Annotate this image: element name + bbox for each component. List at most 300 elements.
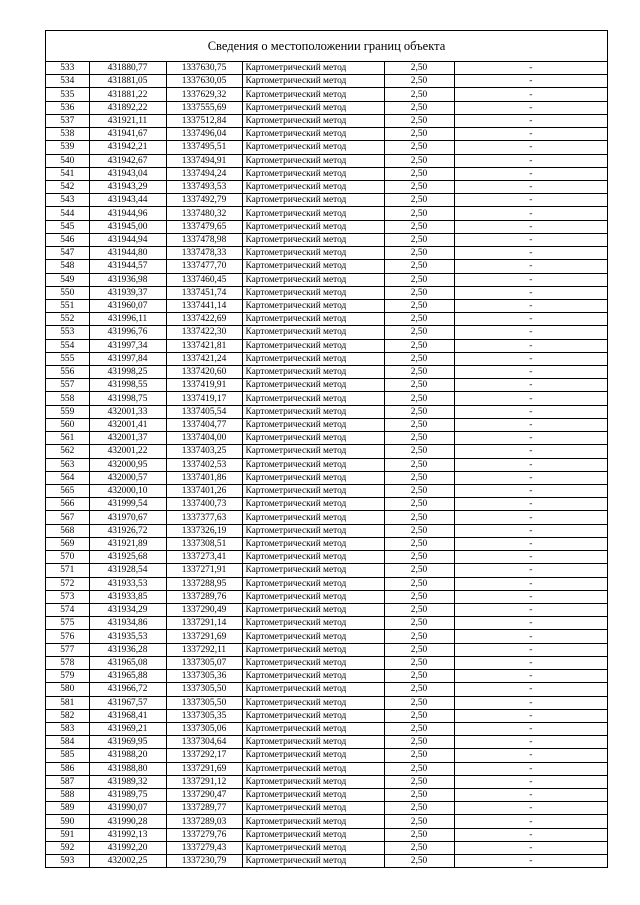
point-number-cell: 584: [46, 736, 89, 749]
table-row: [46, 101, 607, 114]
y-coordinate-cell: 1337422,30: [166, 326, 242, 339]
point-number-cell: 591: [46, 828, 89, 841]
description-cell: -: [454, 828, 607, 841]
x-coordinate-cell: 431942,21: [89, 141, 166, 154]
y-coordinate-cell: 1337629,32: [166, 88, 242, 101]
table-row: [46, 167, 607, 180]
description-cell: -: [454, 722, 607, 735]
y-coordinate-cell: 1337451,74: [166, 286, 242, 299]
point-number-cell: 583: [46, 722, 89, 735]
point-number-cell: 557: [46, 379, 89, 392]
y-coordinate-cell: 1337289,76: [166, 590, 242, 603]
accuracy-cell: 2,50: [384, 802, 454, 815]
description-cell: -: [454, 683, 607, 696]
y-coordinate-cell: 1337480,32: [166, 207, 242, 220]
point-number-cell: 564: [46, 471, 89, 484]
table-row: [46, 379, 607, 392]
x-coordinate-cell: 432000,95: [89, 458, 166, 471]
description-cell: -: [454, 709, 607, 722]
description-cell: -: [454, 590, 607, 603]
y-coordinate-cell: 1337460,45: [166, 273, 242, 286]
table-row: [46, 260, 607, 273]
y-coordinate-cell: 1337630,05: [166, 75, 242, 88]
accuracy-cell: 2,50: [384, 537, 454, 550]
table-row: [46, 128, 607, 141]
point-number-cell: 552: [46, 313, 89, 326]
accuracy-cell: 2,50: [384, 432, 454, 445]
accuracy-cell: 2,50: [384, 445, 454, 458]
table-row: [46, 75, 607, 88]
x-coordinate-cell: 431988,20: [89, 749, 166, 762]
accuracy-cell: 2,50: [384, 815, 454, 828]
point-number-cell: 549: [46, 273, 89, 286]
table-row: [46, 498, 607, 511]
table-row: [46, 286, 607, 299]
point-number-cell: 565: [46, 485, 89, 498]
point-number-cell: 580: [46, 683, 89, 696]
description-cell: -: [454, 577, 607, 590]
accuracy-cell: 2,50: [384, 167, 454, 180]
method-cell: Картометрический метод: [242, 273, 384, 286]
accuracy-cell: 2,50: [384, 180, 454, 193]
x-coordinate-cell: 431965,88: [89, 670, 166, 683]
point-number-cell: 540: [46, 154, 89, 167]
table-row: [46, 736, 607, 749]
accuracy-cell: 2,50: [384, 524, 454, 537]
description-cell: -: [454, 485, 607, 498]
x-coordinate-cell: 431998,75: [89, 392, 166, 405]
point-number-cell: 562: [46, 445, 89, 458]
x-coordinate-cell: 431892,22: [89, 101, 166, 114]
table-row: [46, 180, 607, 193]
y-coordinate-cell: 1337494,24: [166, 167, 242, 180]
point-number-cell: 568: [46, 524, 89, 537]
accuracy-cell: 2,50: [384, 828, 454, 841]
y-coordinate-cell: 1337290,49: [166, 603, 242, 616]
x-coordinate-cell: 431997,84: [89, 352, 166, 365]
method-cell: Картометрический метод: [242, 828, 384, 841]
table-row: [46, 841, 607, 854]
table-row: [46, 88, 607, 101]
table-row: [46, 762, 607, 775]
table-row: [46, 405, 607, 418]
accuracy-cell: 2,50: [384, 207, 454, 220]
table-row: [46, 590, 607, 603]
method-cell: Картометрический метод: [242, 154, 384, 167]
y-coordinate-cell: 1337404,00: [166, 432, 242, 445]
point-number-cell: 590: [46, 815, 89, 828]
accuracy-cell: 2,50: [384, 128, 454, 141]
y-coordinate-cell: 1337405,54: [166, 405, 242, 418]
x-coordinate-cell: 431967,57: [89, 696, 166, 709]
x-coordinate-cell: 431936,28: [89, 643, 166, 656]
accuracy-cell: 2,50: [384, 683, 454, 696]
method-cell: Картометрический метод: [242, 432, 384, 445]
x-coordinate-cell: 431881,22: [89, 88, 166, 101]
y-coordinate-cell: 1337289,03: [166, 815, 242, 828]
description-cell: -: [454, 260, 607, 273]
description-cell: -: [454, 366, 607, 379]
description-cell: -: [454, 220, 607, 233]
description-cell: -: [454, 498, 607, 511]
accuracy-cell: 2,50: [384, 313, 454, 326]
accuracy-cell: 2,50: [384, 88, 454, 101]
description-cell: -: [454, 630, 607, 643]
table-row: [46, 352, 607, 365]
table-row: [46, 313, 607, 326]
description-cell: -: [529, 856, 533, 867]
accuracy-cell: 2,50: [384, 392, 454, 405]
y-coordinate-cell: 1337400,73: [166, 498, 242, 511]
accuracy-cell: 2,50: [384, 220, 454, 233]
accuracy-cell: 2,50: [384, 366, 454, 379]
point-number-cell: 561: [46, 432, 89, 445]
x-coordinate-cell: 431990,28: [89, 815, 166, 828]
coordinates-table-body: [46, 62, 607, 867]
table-row: [46, 603, 607, 616]
description-cell: -: [454, 247, 607, 260]
point-number-cell: 577: [46, 643, 89, 656]
accuracy-cell: 2,50: [384, 564, 454, 577]
accuracy-cell: 2,50: [384, 260, 454, 273]
y-coordinate-cell: 1337326,19: [166, 524, 242, 537]
y-coordinate-cell: 1337402,53: [166, 458, 242, 471]
description-cell: -: [454, 313, 607, 326]
x-coordinate-cell: 431944,80: [89, 247, 166, 260]
description-cell: -: [454, 670, 607, 683]
x-coordinate-cell: 431933,53: [89, 577, 166, 590]
accuracy-cell: 2,50: [384, 498, 454, 511]
description-cell: -: [454, 564, 607, 577]
table-title: Сведения о местоположении границ объекта: [46, 31, 607, 62]
table-row: [46, 789, 607, 802]
y-coordinate-cell: 1337403,25: [166, 445, 242, 458]
y-coordinate-cell: 1337401,26: [166, 485, 242, 498]
point-number-cell: 538: [46, 128, 89, 141]
method-cell: Картометрический метод: [242, 696, 384, 709]
method-cell: Картометрический метод: [242, 749, 384, 762]
y-coordinate-cell: 1337478,98: [166, 233, 242, 246]
table-row: [46, 207, 607, 220]
point-number-cell: 592: [46, 841, 89, 854]
table-row: [46, 485, 607, 498]
description-cell: -: [454, 418, 607, 431]
method-cell: Картометрический метод: [242, 524, 384, 537]
point-number-cell: 588: [46, 789, 89, 802]
table-row: [46, 445, 607, 458]
x-coordinate-cell: 431943,44: [89, 194, 166, 207]
table-row: [46, 749, 607, 762]
point-number-cell: 536: [46, 101, 89, 114]
x-coordinate-cell: 431944,96: [89, 207, 166, 220]
method-cell: Картометрический метод: [242, 128, 384, 141]
x-coordinate-cell: 431970,67: [89, 511, 166, 524]
accuracy-cell: 2,50: [384, 722, 454, 735]
x-coordinate-cell: 431996,76: [89, 326, 166, 339]
method-cell: Картометрический метод: [242, 603, 384, 616]
method-cell: Картометрический метод: [242, 802, 384, 815]
x-coordinate-cell: 431941,67: [89, 128, 166, 141]
y-coordinate-cell: 1337421,81: [166, 339, 242, 352]
table-row: [46, 233, 607, 246]
accuracy-cell: 2,50: [384, 75, 454, 88]
table-row: [46, 273, 607, 286]
x-coordinate-cell: 431999,54: [89, 498, 166, 511]
x-coordinate-cell: 431944,57: [89, 260, 166, 273]
y-coordinate-cell: 1337279,43: [166, 841, 242, 854]
point-number-cell: 563: [46, 458, 89, 471]
y-coordinate-cell: 1337495,51: [166, 141, 242, 154]
table-row: [46, 418, 607, 431]
accuracy-cell: 2,50: [384, 617, 454, 630]
point-number-cell: 586: [46, 762, 89, 775]
method-cell: Картометрический метод: [242, 326, 384, 339]
x-coordinate-cell: 431960,07: [89, 299, 166, 312]
accuracy-cell: 2,50: [384, 326, 454, 339]
y-coordinate-cell: 1337421,24: [166, 352, 242, 365]
method-cell: Картометрический метод: [242, 286, 384, 299]
y-coordinate-cell: 1337288,95: [166, 577, 242, 590]
accuracy-cell: 2,50: [384, 458, 454, 471]
accuracy-cell: 2,50: [384, 101, 454, 114]
description-cell: -: [454, 802, 607, 815]
point-number-cell: 554: [46, 339, 89, 352]
accuracy-cell: 2,50: [384, 194, 454, 207]
description-cell: -: [454, 841, 607, 854]
accuracy-cell: 2,50: [384, 299, 454, 312]
table-row: [46, 670, 607, 683]
x-coordinate-cell: 431942,67: [89, 154, 166, 167]
method-cell: Картометрический метод: [242, 709, 384, 722]
method-cell: Картометрический метод: [242, 537, 384, 550]
table-row: [46, 299, 607, 312]
y-coordinate-cell: 1337420,60: [166, 366, 242, 379]
description-cell: -: [454, 749, 607, 762]
point-number-cell: 548: [46, 260, 89, 273]
y-coordinate-cell: 1337494,91: [166, 154, 242, 167]
x-coordinate-cell: 431939,37: [89, 286, 166, 299]
point-number-cell: 534: [46, 75, 89, 88]
method-cell: Картометрический метод: [242, 656, 384, 669]
y-coordinate-cell: 1337479,65: [166, 220, 242, 233]
point-number-cell: 551: [46, 299, 89, 312]
accuracy-cell: 2,50: [384, 736, 454, 749]
method-cell: Картометрический метод: [242, 207, 384, 220]
method-cell: Картометрический метод: [242, 233, 384, 246]
table-row: [46, 392, 607, 405]
point-number-cell: 539: [46, 141, 89, 154]
accuracy-cell: 2,50: [384, 247, 454, 260]
x-coordinate-cell: 431921,11: [89, 114, 166, 127]
y-coordinate-cell: 1337289,77: [166, 802, 242, 815]
method-cell: Картометрический метод: [242, 471, 384, 484]
method-cell: Картометрический метод: [242, 167, 384, 180]
method-cell: Картометрический метод: [242, 247, 384, 260]
point-number-cell: 578: [46, 656, 89, 669]
x-coordinate-cell: 431944,94: [89, 233, 166, 246]
method-cell: Картометрический метод: [242, 220, 384, 233]
description-cell: -: [454, 537, 607, 550]
y-coordinate-cell: 1337308,51: [166, 537, 242, 550]
description-cell: -: [454, 339, 607, 352]
accuracy-cell: 2,50: [384, 577, 454, 590]
table-row: [46, 432, 607, 445]
description-cell: -: [454, 141, 607, 154]
x-coordinate-cell: 431989,32: [89, 775, 166, 788]
point-number-cell: 585: [46, 749, 89, 762]
y-coordinate-cell: 1337305,50: [166, 683, 242, 696]
x-coordinate-cell: 431934,29: [89, 603, 166, 616]
table-row: [46, 537, 607, 550]
y-coordinate-cell: 1337555,69: [166, 101, 242, 114]
method-cell: Картометрический метод: [242, 379, 384, 392]
y-coordinate-cell: 1337291,14: [166, 617, 242, 630]
description-cell: -: [454, 603, 607, 616]
point-number-cell: 560: [46, 418, 89, 431]
method-cell: Картометрический метод: [242, 405, 384, 418]
y-coordinate-cell: 1337419,91: [166, 379, 242, 392]
table-row: [46, 458, 607, 471]
description-cell: -: [454, 405, 607, 418]
description-cell: -: [454, 775, 607, 788]
y-coordinate-cell: 1337230,79: [166, 855, 242, 868]
method-cell: Картометрический метод: [242, 352, 384, 365]
point-number-cell: 567: [46, 511, 89, 524]
method-cell: Картометрический метод: [242, 141, 384, 154]
x-coordinate-cell: 431926,72: [89, 524, 166, 537]
y-coordinate-cell: 1337305,35: [166, 709, 242, 722]
accuracy-cell: 2,50: [384, 273, 454, 286]
description-cell: -: [454, 101, 607, 114]
accuracy-cell: 2,50: [384, 656, 454, 669]
description-cell: -: [454, 114, 607, 127]
method-cell: Картометрический метод: [242, 366, 384, 379]
method-cell: Картометрический метод: [242, 511, 384, 524]
y-coordinate-cell: 1337496,04: [166, 128, 242, 141]
x-coordinate-cell: 431997,34: [89, 339, 166, 352]
y-coordinate-cell: 1337292,11: [166, 643, 242, 656]
coordinates-table: [46, 62, 607, 867]
description-cell: -: [454, 432, 607, 445]
x-coordinate-cell: 432000,57: [89, 471, 166, 484]
method-cell: Картометрический метод: [242, 114, 384, 127]
point-number-cell: 543: [46, 194, 89, 207]
accuracy-cell: 2,50: [384, 551, 454, 564]
accuracy-cell: 2,50: [384, 709, 454, 722]
method-cell: Картометрический метод: [242, 643, 384, 656]
method-cell: Картометрический метод: [242, 458, 384, 471]
x-coordinate-cell: 432001,37: [89, 432, 166, 445]
point-number-cell: 589: [46, 802, 89, 815]
method-cell: Картометрический метод: [242, 841, 384, 854]
table-row: [46, 709, 607, 722]
table-row: [46, 617, 607, 630]
method-cell: Картометрический метод: [242, 815, 384, 828]
description-cell: -: [454, 88, 607, 101]
method-cell: Картометрический метод: [242, 418, 384, 431]
y-coordinate-cell: 1337493,53: [166, 180, 242, 193]
x-coordinate-cell: 431998,25: [89, 366, 166, 379]
table-row: [46, 194, 607, 207]
boundary-table-frame: [45, 30, 608, 868]
x-coordinate-cell: 432000,10: [89, 485, 166, 498]
method-cell: Картометрический метод: [242, 392, 384, 405]
method-cell: Картометрический метод: [242, 313, 384, 326]
description-cell: -: [454, 696, 607, 709]
point-number-cell: 555: [46, 352, 89, 365]
accuracy-cell: 2,50: [384, 114, 454, 127]
method-cell: Картометрический метод: [242, 485, 384, 498]
accuracy-cell: 2,50: [384, 603, 454, 616]
x-coordinate-cell: 432001,41: [89, 418, 166, 431]
accuracy-cell: 2,50: [384, 141, 454, 154]
accuracy-cell: 2,50: [384, 233, 454, 246]
point-number-cell: 553: [46, 326, 89, 339]
description-cell: -: [454, 352, 607, 365]
description-cell: -: [454, 75, 607, 88]
method-cell: Картометрический метод: [242, 683, 384, 696]
point-number-cell: 535: [46, 88, 89, 101]
point-number-cell: 556: [46, 366, 89, 379]
description-cell: -: [454, 326, 607, 339]
x-coordinate-cell: 431928,54: [89, 564, 166, 577]
description-cell: -: [454, 656, 607, 669]
method-cell: Картометрический метод: [242, 590, 384, 603]
accuracy-cell: 2,50: [384, 855, 454, 868]
description-cell: -: [454, 299, 607, 312]
method-cell: Картометрический метод: [242, 194, 384, 207]
description-cell: -: [454, 180, 607, 193]
table-row: [46, 551, 607, 564]
accuracy-cell: 2,50: [384, 154, 454, 167]
description-cell: -: [454, 471, 607, 484]
description-cell: -: [454, 379, 607, 392]
table-row: [46, 828, 607, 841]
description-cell: -: [454, 815, 607, 828]
accuracy-cell: 2,50: [384, 286, 454, 299]
method-cell: Картометрический метод: [242, 299, 384, 312]
table-row: [46, 577, 607, 590]
method-cell: Картометрический метод: [242, 551, 384, 564]
point-number-cell: 545: [46, 220, 89, 233]
y-coordinate-cell: 1337304,64: [166, 736, 242, 749]
y-coordinate-cell: 1337512,84: [166, 114, 242, 127]
x-coordinate-cell: 431925,68: [89, 551, 166, 564]
y-coordinate-cell: 1337291,12: [166, 775, 242, 788]
table-row: [46, 339, 607, 352]
y-coordinate-cell: 1337404,77: [166, 418, 242, 431]
point-number-cell: 537: [46, 114, 89, 127]
method-cell: Картометрический метод: [242, 722, 384, 735]
y-coordinate-cell: 1337422,69: [166, 313, 242, 326]
x-coordinate-cell: 431989,75: [89, 789, 166, 802]
point-number-cell: 569: [46, 537, 89, 550]
table-row: [46, 524, 607, 537]
accuracy-cell: 2,50: [384, 511, 454, 524]
point-number-cell: 558: [46, 392, 89, 405]
table-row: [46, 696, 607, 709]
method-cell: Картометрический метод: [242, 630, 384, 643]
y-coordinate-cell: 1337305,06: [166, 722, 242, 735]
method-cell: Картометрический метод: [242, 445, 384, 458]
description-cell: -: [454, 128, 607, 141]
x-coordinate-cell: 431969,95: [89, 736, 166, 749]
accuracy-cell: 2,50: [384, 418, 454, 431]
table-row: [46, 683, 607, 696]
y-coordinate-cell: 1337492,79: [166, 194, 242, 207]
x-coordinate-cell: 431992,13: [89, 828, 166, 841]
table-row: [46, 722, 607, 735]
